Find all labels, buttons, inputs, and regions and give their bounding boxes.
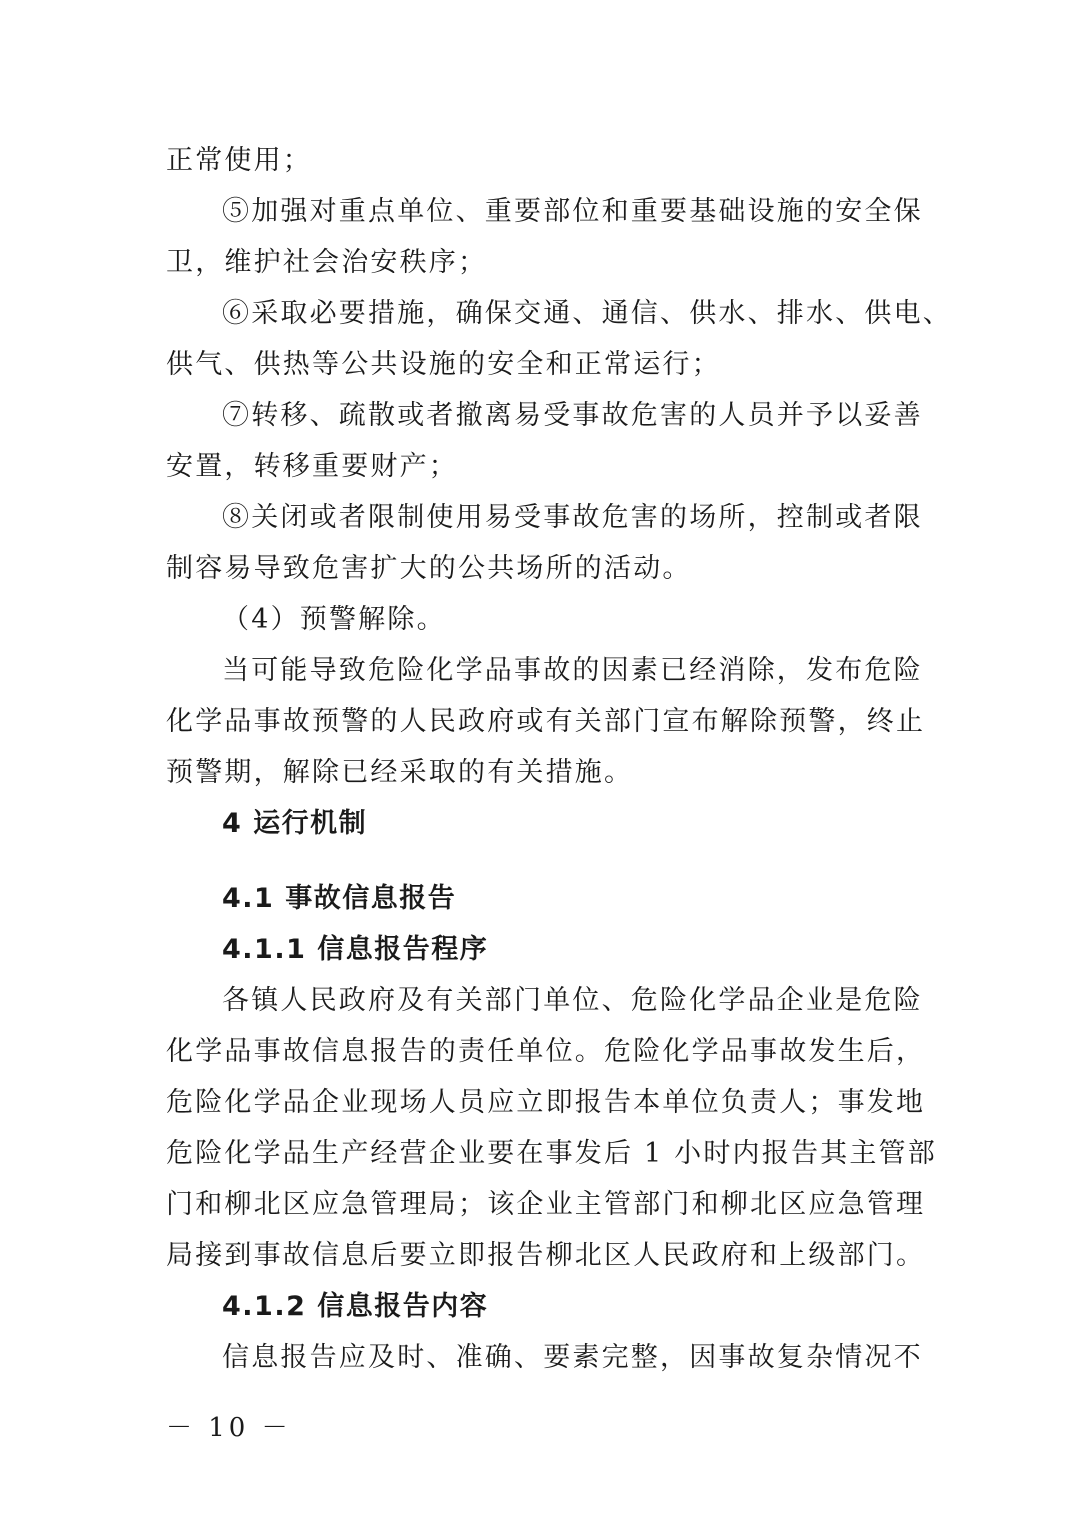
list-item-5-line-1: ⑤加强对重点单位、重要部位和重要基础设施的安全保 — [222, 196, 923, 227]
paragraph-line: 化学品事故信息报告的责任单位。危险化学品事故发生后， — [166, 1036, 926, 1067]
paragraph-line: 危险化学品生产经营企业要在事发后 1 小时内报告其主管部 — [166, 1138, 937, 1169]
paragraph-line: 各镇人民政府及有关部门单位、危险化学品企业是危险 — [222, 985, 923, 1016]
subsection-title-warning-release: （4）预警解除。 — [222, 604, 446, 635]
paragraph-line: 信息报告应及时、准确、要素完整，因事故复杂情况不 — [222, 1342, 923, 1373]
section-gap — [166, 849, 916, 873]
page-number: － 10 － — [166, 1413, 292, 1443]
section-heading-4-1: 4.1 事故信息报告 — [222, 883, 457, 914]
list-item-7-line-2: 安置，转移重要财产； — [166, 451, 458, 482]
body-text — [166, 135, 952, 1383]
text-line: 正常使用； — [166, 145, 312, 176]
paragraph-line: 当可能导致危险化学品事故的因素已经消除，发布危险 — [222, 655, 923, 686]
section-heading-4-1-1: 4.1.1 信息报告程序 — [222, 934, 489, 965]
section-heading-4: 4 运行机制 — [222, 808, 368, 839]
paragraph-line: 预警期，解除已经采取的有关措施。 — [166, 757, 634, 788]
list-item-8-line-1: ⑧关闭或者限制使用易受事故危害的场所，控制或者限 — [222, 502, 923, 533]
paragraph-line: 门和柳北区应急管理局；该企业主管部门和柳北区应急管理 — [166, 1189, 926, 1220]
list-item-8-line-2: 制容易导致危害扩大的公共场所的活动。 — [166, 553, 692, 584]
paragraph-line: 危险化学品企业现场人员应立即报告本单位负责人；事发地 — [166, 1087, 926, 1118]
section-heading-4-1-2: 4.1.2 信息报告内容 — [222, 1291, 489, 1322]
paragraph-line: 局接到事故信息后要立即报告柳北区人民政府和上级部门。 — [166, 1240, 926, 1271]
list-item-6-line-1: ⑥采取必要措施，确保交通、通信、供水、排水、供电、 — [222, 298, 952, 329]
paragraph-line: 化学品事故预警的人民政府或有关部门宣布解除预警，终止 — [166, 706, 926, 737]
list-item-7-line-1: ⑦转移、疏散或者撤离易受事故危害的人员并予以妥善 — [222, 400, 923, 431]
list-item-6-line-2: 供气、供热等公共设施的安全和正常运行； — [166, 349, 721, 380]
list-item-5-line-2: 卫，维护社会治安秩序； — [166, 247, 488, 278]
